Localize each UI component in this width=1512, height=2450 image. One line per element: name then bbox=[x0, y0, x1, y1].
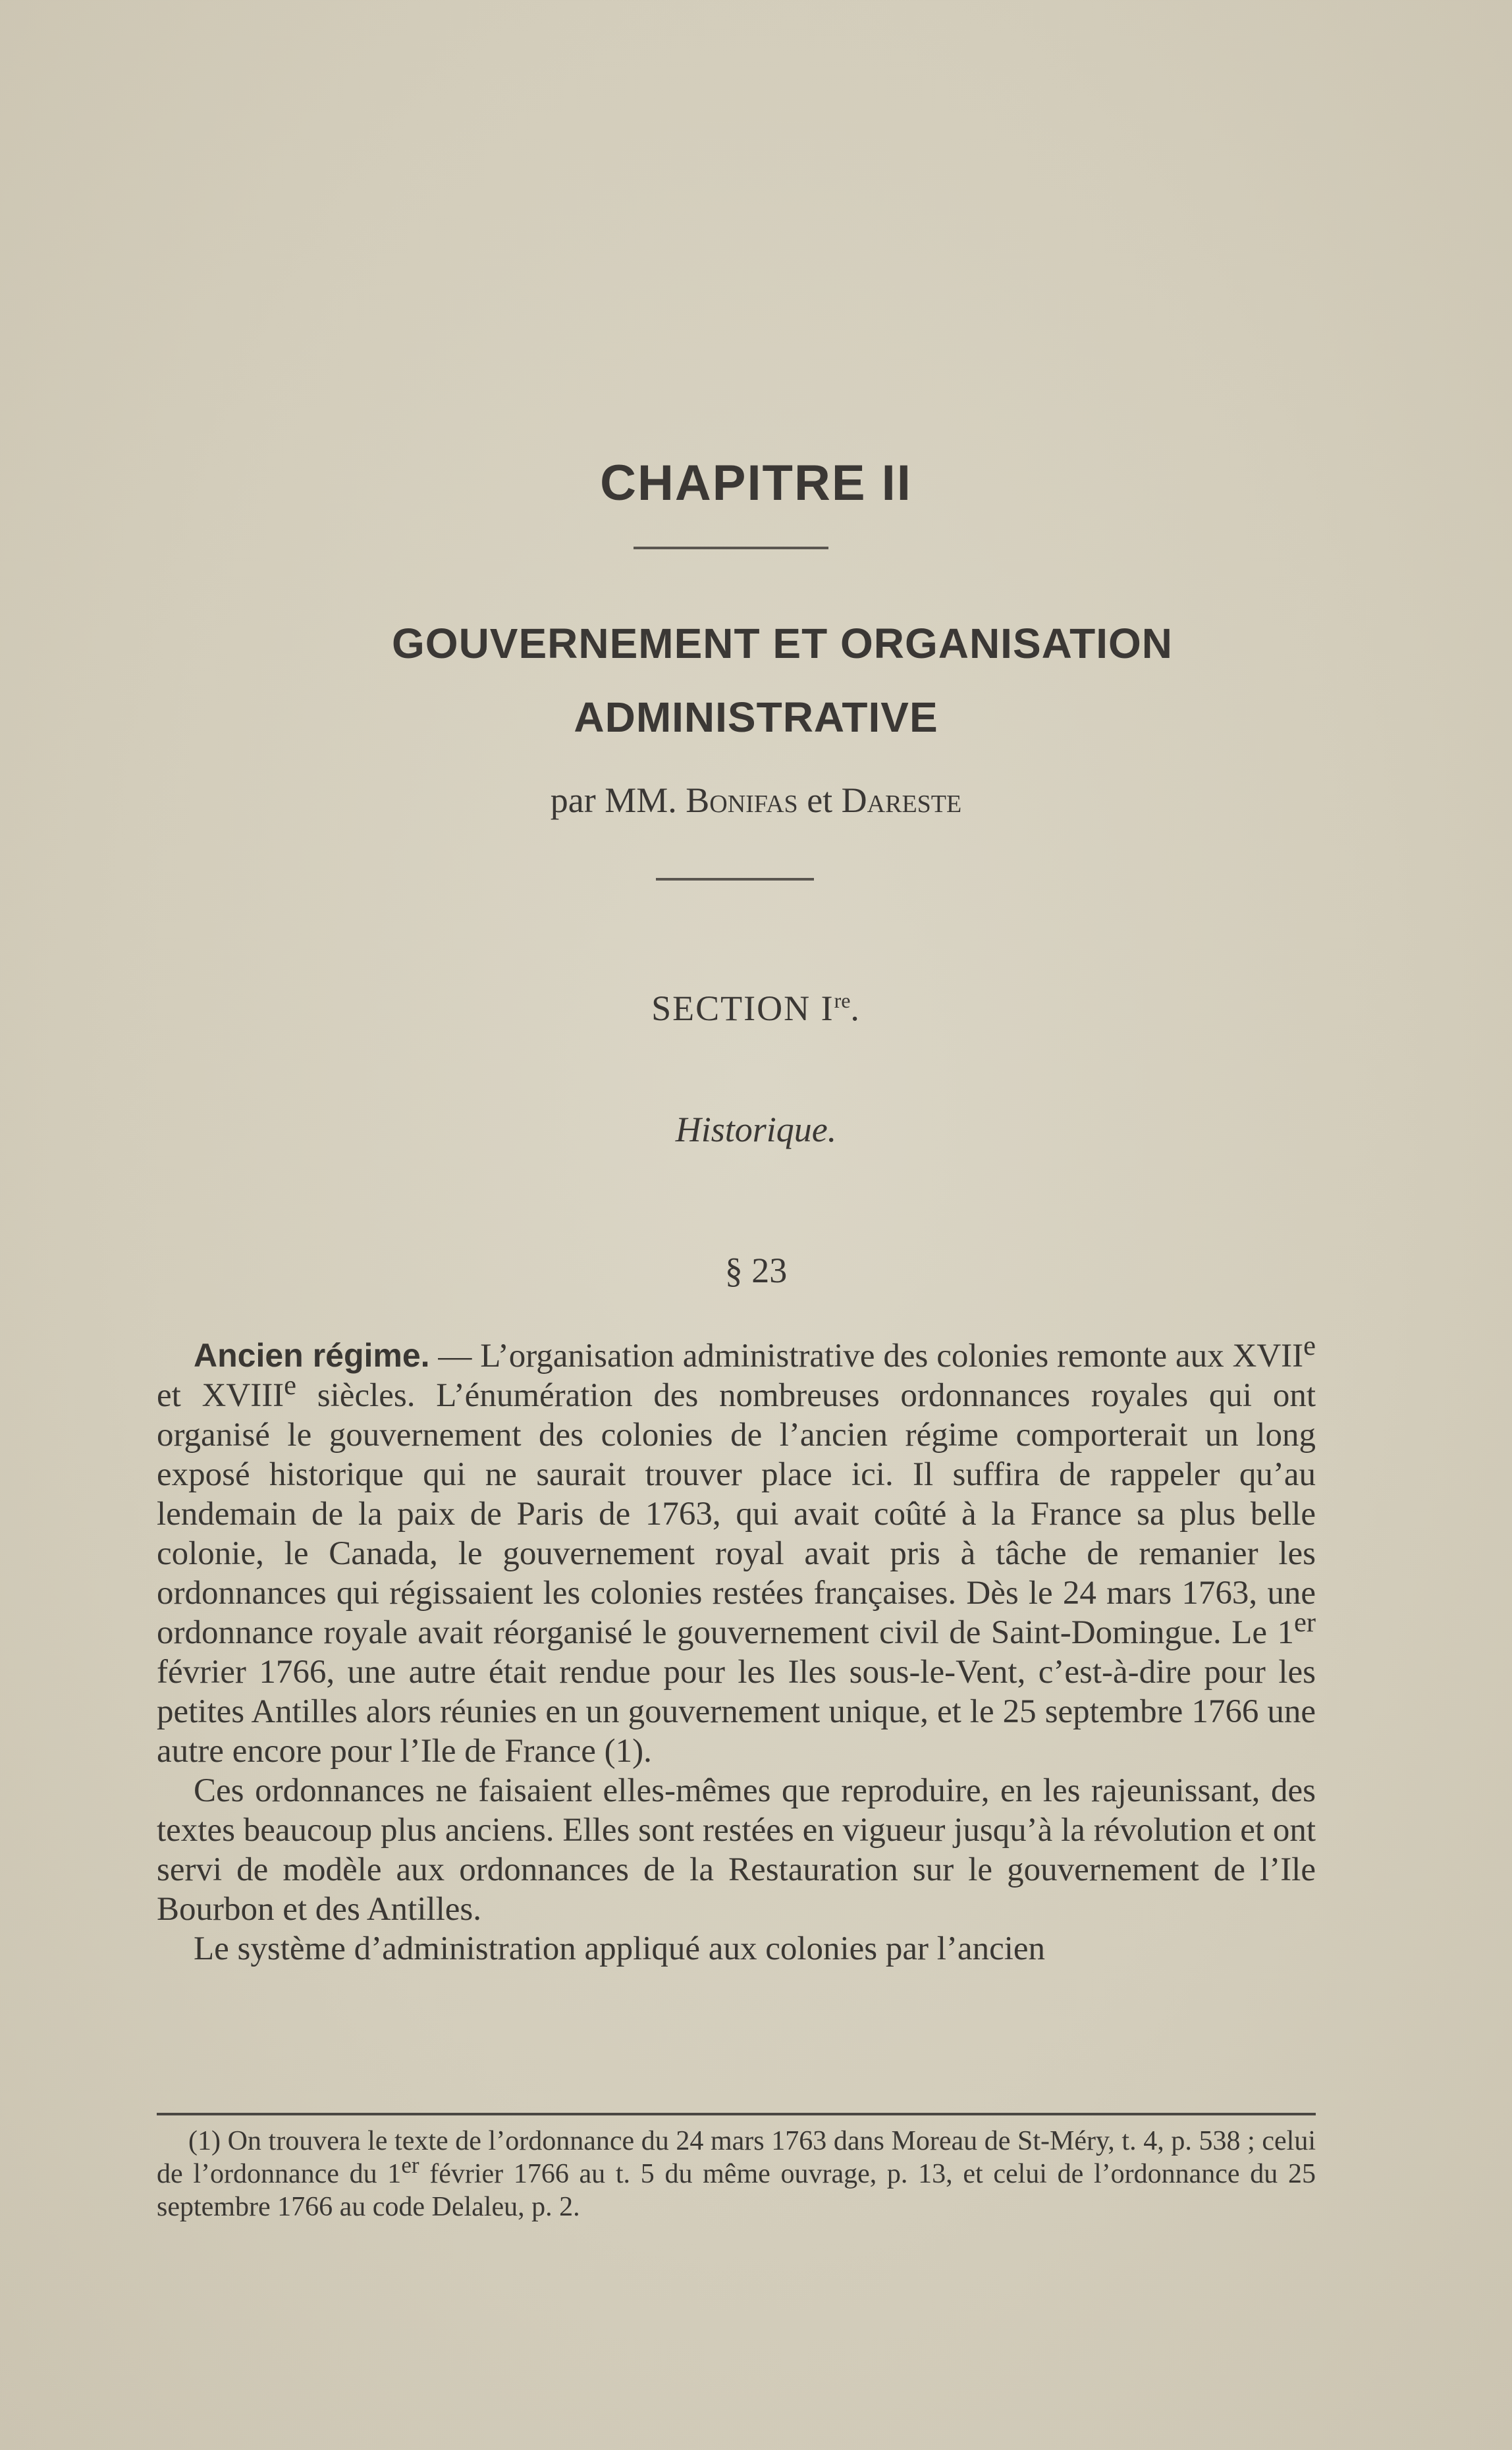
heading-line-1: GOUVERNEMENT ET ORGANISATION bbox=[392, 620, 1173, 667]
author-1: Bonifas bbox=[686, 780, 798, 820]
superscript: er bbox=[401, 2152, 419, 2178]
superscript: e bbox=[284, 1370, 297, 1401]
paragraph-3: Le système d’administration appliqué aux colonies par l’ancien bbox=[194, 1930, 1046, 1967]
section-suffix: . bbox=[850, 989, 861, 1028]
authors-prefix: par MM. bbox=[550, 780, 677, 820]
title-divider bbox=[634, 547, 828, 549]
paragraph-2: Ces ordonnances ne faisaient elles-mêmes que reproduire, en les rajeunissant, des textes beaucoup plus anciens. Elles sont restées en vigueur jusqu’à la révolution et ont servi de modèle aux ordonnances de la Restauration sur le gouvernement de l’Ile Bourbon et des Antilles. bbox=[157, 1772, 1316, 1928]
footnote-text-b: février 1766 au t. 5 du même ouvrage, p. 13, et celui de l’ordonnance du 25 septembre 1766 au code Delaleu, p. 2. bbox=[157, 2159, 1316, 2222]
superscript: e bbox=[1303, 1330, 1316, 1361]
section-label: SECTION I bbox=[651, 989, 834, 1028]
section-heading bbox=[0, 988, 1512, 1029]
authors-conjunction: et bbox=[807, 780, 833, 820]
section-ordinal: re bbox=[834, 989, 851, 1012]
author-2: Dareste bbox=[841, 780, 962, 820]
section-subtitle: Historique. bbox=[675, 1110, 837, 1149]
chapter-title: CHAPITRE II bbox=[600, 455, 912, 511]
footnote-divider bbox=[157, 2113, 1316, 2115]
authors-divider bbox=[656, 878, 814, 881]
paragraph-1-text-a: — L’organisation administrative des colonies remonte aux XVII bbox=[429, 1338, 1304, 1375]
footnote bbox=[157, 2125, 1316, 2223]
authors-line bbox=[0, 780, 1512, 821]
paragraph-1-text-d: février 1766, une autre était rendue pour les Iles sous-le-Vent, c’est-à-dire pour les petites Antilles alors réunies en un gouvernement unique, et le 25 septembre 1766 une autre encore pour l’Ile de France (1). bbox=[157, 1654, 1316, 1770]
footnote-text-a: (1) On trouvera le texte de l’ordonnance du 24 mars 1763 dans Moreau de St-Méry, t. 4, p. 538 ; celui de l’ordonnance du 1 bbox=[157, 2126, 1316, 2189]
paragraph-1-text-b: et XVIII bbox=[157, 1377, 284, 1414]
paragraph-1-text-c: siècles. L’énumération des nombreuses ordonnances royales qui ont organisé le gouvernement des colonies de l’ancien régime comporterait un long exposé historique qui ne saurait trouver place ici. Il suffira de rappeler qu’au lendemain de la paix de Paris de 1763, qui avait coûté à la France sa plus belle colonie, le Canada, le gouvernement royal avait pris à tâche de remanier les ordonnances qui régissaient les colonies restées françaises. Dès le 24 mars 1763, une ordonnance royale avait réorganisé le gouvernement civil de Saint-Domingue. Le 1 bbox=[157, 1377, 1316, 1651]
paragraph-number: § 23 bbox=[724, 1251, 788, 1290]
heading-line-2: ADMINISTRATIVE bbox=[574, 694, 938, 741]
paragraph-1 bbox=[157, 1330, 1316, 1771]
superscript: er bbox=[1293, 1607, 1316, 1638]
body-text bbox=[157, 1330, 1316, 1969]
paragraph-lead: Ancien régime. bbox=[194, 1337, 430, 1374]
